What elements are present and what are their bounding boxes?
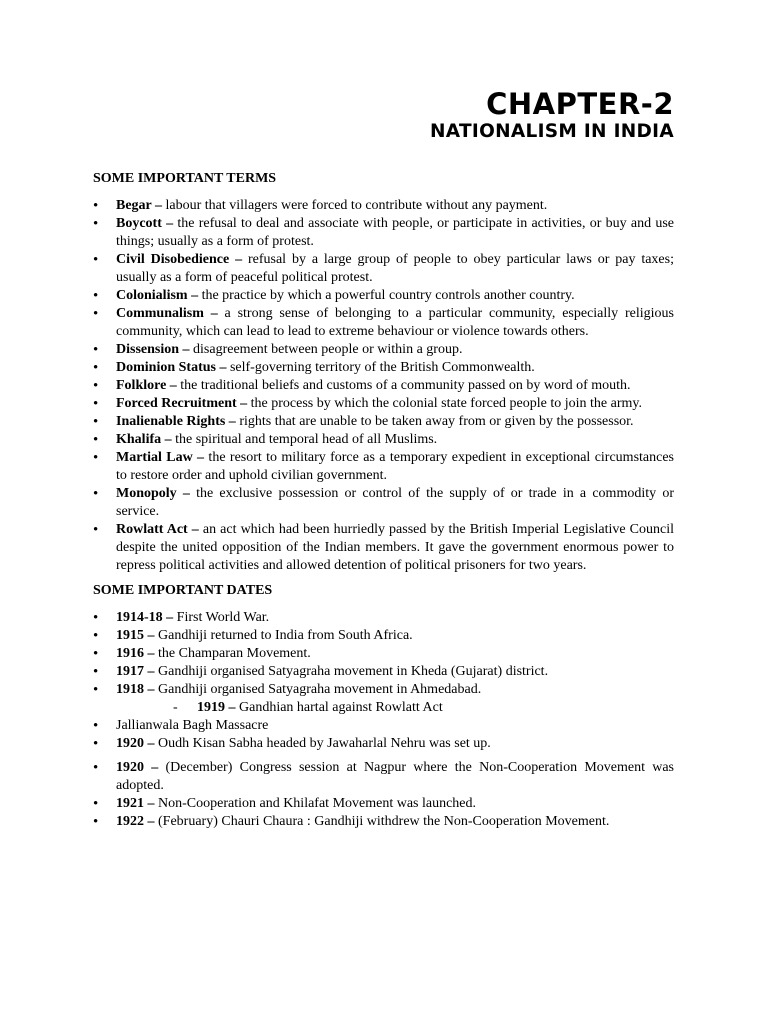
term-item-term: Martial Law – [116,450,205,465]
date-item [93,795,674,813]
date-item-term: 1922 – [116,814,155,829]
date-item-text: Gandhiji returned to India from South Africa. [154,628,413,643]
date-item-text: Non-Cooperation and Khilafat Movement was launched. [154,796,477,811]
term-item [93,449,674,485]
date-item [93,663,674,681]
term-item-text: disagreement between people or within a group. [189,342,463,357]
term-item-text: the exclusive possession or control of the supply of or trade in a commodity or service. [116,486,674,519]
date-item [93,735,674,753]
term-item-term: Colonialism – [116,288,199,303]
term-item-text: the spiritual and temporal head of all Muslims. [171,432,438,447]
term-item-text: labour that villagers were forced to contribute without any payment. [162,198,548,213]
terms-list [93,197,674,575]
term-item-term: Monopoly – [116,486,190,501]
term-item [93,485,674,521]
dates-heading: SOME IMPORTANT DATES [93,583,273,598]
term-item-term: Khalifa – [116,432,172,447]
date-item [93,717,674,735]
date-item-term: 1918 – [116,682,155,697]
term-item-term: Dominion Status – [116,360,227,375]
date-item-text: (February) Chauri Chaura : Gandhiji withdrew the Non-Cooperation Movement. [154,814,610,829]
term-item-text: the resort to military force as a temporary expedient in exceptional circumstances to restore order and uphold civilian government. [116,450,674,483]
date-item-text: (December) Congress session at Nagpur where the Non-Cooperation Movement was adopted. [116,760,675,793]
document-page [93,88,674,831]
chapter-number: CHAPTER-2 [486,87,674,121]
date-item [93,627,674,645]
term-item [93,251,674,287]
term-item [93,341,674,359]
date-item-text: Gandhiji organised Satyagraha movement in Ahmedabad. [154,682,482,697]
term-item [93,359,674,377]
term-item-text: self-governing territory of the British Commonwealth. [226,360,535,375]
term-item-term: Dissension – [116,342,190,357]
chapter-title: NATIONALISM IN INDIA [430,121,674,142]
term-item [93,413,674,431]
term-item-text: the practice by which a powerful country controls another country. [198,288,575,303]
term-item-term: Inalienable Rights – [116,414,236,429]
term-item-text: an act which had been hurriedly passed by the British Imperial Legislative Council despite the united opposition of the Indian members. It gave the government enormous power to repress political activities and allowed detention of political prisoners for two years. [116,522,675,573]
date-item-term: 1914-18 – [116,610,174,625]
date-item-term: 1920 – [116,736,155,751]
date-item [93,813,674,831]
date-item-term: 1916 – [116,646,155,661]
term-item [93,215,674,251]
date-item [93,699,674,717]
date-item-term: 1920 – [116,760,159,775]
term-item-text: the refusal to deal and associate with people, or participate in activities, or buy and use things; usually as a form of protest. [116,216,674,249]
term-item-text: rights that are unable to be taken away from or given by the possessor. [235,414,634,429]
term-item-term: Forced Recruitment – [116,396,248,411]
date-item-text: Oudh Kisan Sabha headed by Jawaharlal Nehru was set up. [154,736,491,751]
dates-list [93,609,674,831]
term-item-text: a strong sense of belonging to a particular community, especially religious community, which can lead to lead to extreme behaviour or violence towards others. [116,306,674,339]
date-item [93,759,674,795]
date-item-text: the Champaran Movement. [154,646,311,661]
date-item [93,645,674,663]
term-item [93,305,674,341]
date-item-text: Jallianwala Bagh Massacre [116,718,269,733]
date-item-text: First World War. [173,610,270,625]
term-item-text: the process by which the colonial state forced people to join the army. [247,396,642,411]
date-item [93,609,674,627]
date-item-term: 1919 – [197,700,236,715]
term-item-text: the traditional beliefs and customs of a community passed on by word of mouth. [176,378,631,393]
term-item-term: Folklore – [116,378,177,393]
term-item-term: Communalism – [116,306,218,321]
date-item-term: 1915 – [116,628,155,643]
term-item [93,287,674,305]
term-item-term: Boycott – [116,216,174,231]
term-item [93,521,674,575]
date-item-text: Gandhian hartal against Rowlatt Act [235,700,443,715]
term-item [93,197,674,215]
term-item-text: refusal by a large group of people to obey particular laws or pay taxes; usually as a form of peaceful political protest. [116,252,674,285]
term-item [93,431,674,449]
date-item-term: 1917 – [116,664,155,679]
date-item-term: 1921 – [116,796,155,811]
term-item [93,377,674,395]
term-item-term: Begar – [116,198,163,213]
date-item [93,681,674,699]
term-item-term: Rowlatt Act – [116,522,199,537]
term-item [93,395,674,413]
term-item-term: Civil Disobedience – [116,252,243,267]
terms-heading: SOME IMPORTANT TERMS [93,171,277,186]
date-item-text: Gandhiji organised Satyagraha movement in Kheda (Gujarat) district. [154,664,549,679]
